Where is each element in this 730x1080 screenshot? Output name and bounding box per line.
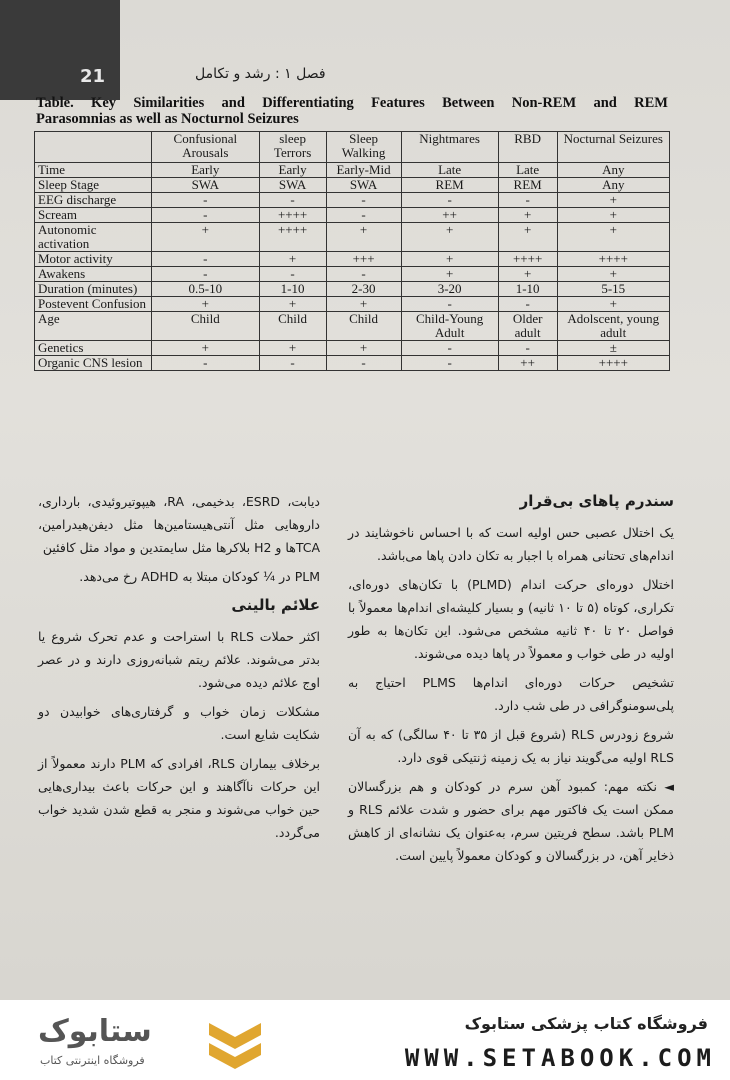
column-header: sleep Terrors [259, 132, 326, 163]
table-cell: - [259, 193, 326, 208]
table-cell: + [557, 267, 669, 282]
table-cell: Early [259, 163, 326, 178]
row-label: Genetics [35, 341, 152, 356]
right-paragraph: شروع زودرس RLS (شروع قبل از ۳۵ تا ۴۰ سالگی) که به آن RLS اولیه می‌گویند نیاز به یک زمینه ژنتیکی قوی دارد. [348, 727, 675, 765]
table-cell: + [401, 267, 498, 282]
table-cell: - [326, 193, 401, 208]
table-cell: Adolscent, young adult [557, 312, 669, 341]
table-cell: - [326, 208, 401, 223]
table-cell: - [259, 356, 326, 371]
logo-wordmark: ستابوک [38, 1014, 152, 1049]
table-row [35, 252, 670, 267]
table-row [35, 341, 670, 356]
table-cell: Child-Young Adult [401, 312, 498, 341]
store-name: فروشگاه کتاب پزشکی ستابوک [464, 1014, 708, 1033]
table-cell: REM [498, 178, 557, 193]
right-paragraph: تشخیص حرکات دوره‌ای اندام‌ها PLMS احتیاج به پلی‌سومنوگرافی در طی شب دارد. [348, 675, 674, 713]
table-cell: + [326, 223, 401, 252]
left-paragraph: دیابت، ESRD، بدخیمی، RA، هیپوتیروئیدی، بارداری، داروهایی مثل آنتی‌هیستامین‌ها مثل دیفن‌هیدرامین، TCAها و H2 بلاکرها مثل سایمتدین و مواد مثل کافئین [38, 494, 320, 555]
table-cell: Any [557, 163, 669, 178]
table-cell: ++++ [259, 208, 326, 223]
table-cell: Child [152, 312, 260, 341]
logo-subtitle: فروشگاه اینترنتی کتاب [40, 1054, 145, 1067]
table-cell: Older adult [498, 312, 557, 341]
column-header: Sleep Walking [326, 132, 401, 163]
table-cell: - [498, 193, 557, 208]
table-cell: + [326, 297, 401, 312]
header-corner-cell [35, 132, 152, 163]
table-cell: ++++ [498, 252, 557, 267]
store-url[interactable]: WWW.SETABOOK.COM [404, 1044, 716, 1072]
left-text-column [38, 490, 320, 850]
table-cell: + [557, 208, 669, 223]
table-header-row [35, 132, 670, 163]
table-cell: - [152, 208, 260, 223]
table-cell: - [401, 356, 498, 371]
table-cell: + [152, 341, 260, 356]
table-cell: Any [557, 178, 669, 193]
table-cell: - [498, 341, 557, 356]
right-paragraph: اختلال دوره‌ای حرکت اندام (PLMD) با تکان‌های دوره‌ای، تکراری، کوتاه (۵ تا ۱۰ ثانیه) و بسیار کلیشه‌ای اندام‌ها معمولاً با فواصل ۲۰ تا ۴۰ ثانیه مشخص می‌شود. این تکان‌ها به طور اولیه در طی خواب و معمولاً در پاها دیده می‌شوند. [348, 577, 674, 661]
table-caption [36, 95, 668, 127]
table-cell: + [326, 341, 401, 356]
important-note: ◄ نکته مهم: کمبود آهن سرم در کودکان و هم بزرگسالان ممکن است یک فاکتور مهم برای حضور و شدت علائم RLS و PLM باشد. سطح فریتین سرم، به‌عنوان یک نشانه‌ای از کاهش ذخایر آهن، در بزرگسالان و کودکان معمولاً پایین است. [348, 779, 674, 863]
page-number: 21 [80, 66, 106, 87]
parasomnia-features-table [34, 131, 670, 371]
table-cell: 3-20 [401, 282, 498, 297]
table-cell: SWA [259, 178, 326, 193]
table-cell: ++ [401, 208, 498, 223]
table-cell: 1-10 [259, 282, 326, 297]
setabook-chevron-logo-icon [205, 1017, 265, 1069]
clinical-signs-heading: علائم بالینی [231, 596, 320, 614]
table-cell: ++ [498, 356, 557, 371]
table-cell: SWA [326, 178, 401, 193]
table-cell: SWA [152, 178, 260, 193]
column-header: Nocturnal Seizures [557, 132, 669, 163]
table-cell: Early-Mid [326, 163, 401, 178]
table-caption-line2: Parasomnias as well as Nocturnol Seizures [36, 111, 299, 127]
row-label: Autonomic activation [35, 223, 152, 252]
row-label: Organic CNS lesion [35, 356, 152, 371]
table-cell: - [326, 267, 401, 282]
table-cell: Early [152, 163, 260, 178]
left-paragraph: مشکلات زمان خواب و گرفتاری‌های خوابیدن دو شکایت شایع است. [38, 704, 320, 742]
right-paragraph: یک اختلال عصبی حس اولیه است که با احساس ناخوشایند در اندام‌های تحتانی همراه با اجبار به تکان دادن پاها می‌باشد. [348, 525, 674, 563]
table-row [35, 193, 670, 208]
table-row [35, 223, 670, 252]
left-paragraph: PLM در ¼ کودکان مبتلا به ADHD رخ می‌دهد. [79, 569, 320, 584]
table-cell: Child [259, 312, 326, 341]
table-cell: - [498, 297, 557, 312]
table-cell: ++++ [557, 356, 669, 371]
table-row [35, 178, 670, 193]
right-text-column [348, 490, 674, 873]
column-header: RBD [498, 132, 557, 163]
table-cell: + [259, 341, 326, 356]
table-cell: 2-30 [326, 282, 401, 297]
table-cell: - [401, 341, 498, 356]
table-row [35, 267, 670, 282]
table-row [35, 282, 670, 297]
row-label: Age [35, 312, 152, 341]
table-cell: + [152, 297, 260, 312]
table-cell: + [557, 193, 669, 208]
table-row [35, 208, 670, 223]
table-cell: + [498, 208, 557, 223]
column-header: Confusional Arousals [152, 132, 260, 163]
table-cell: - [152, 193, 260, 208]
table-caption-line1: Table. Key Similarities and Differentiating Features Between Non-REM and REM [36, 95, 668, 111]
row-label: EEG discharge [35, 193, 152, 208]
table-row [35, 163, 670, 178]
table-cell: + [557, 223, 669, 252]
table-cell: - [152, 356, 260, 371]
row-label: Duration (minutes) [35, 282, 152, 297]
table-cell: - [152, 252, 260, 267]
table-cell: Late [401, 163, 498, 178]
rls-heading: سندرم پاهای بی‌قرار [519, 492, 674, 510]
table-cell: + [259, 297, 326, 312]
table-cell: + [498, 267, 557, 282]
row-label: Time [35, 163, 152, 178]
table-cell: - [401, 193, 498, 208]
left-paragraph: برخلاف بیماران RLS، افرادی که PLM دارند معمولاً از این حرکات ناآگاهند و این حرکات باعث بیداری‌هایی حین خواب می‌شوند و منجر به قطع شدن شدید خواب می‌گردد. [38, 756, 320, 840]
table-cell: Late [498, 163, 557, 178]
chapter-running-head: فصل ۱ : رشد و تکامل [195, 66, 326, 82]
table-cell: REM [401, 178, 498, 193]
table-cell: + [152, 223, 260, 252]
table-cell: + [401, 252, 498, 267]
table-cell: + [498, 223, 557, 252]
table-cell: ++++ [557, 252, 669, 267]
table-cell: +++ [326, 252, 401, 267]
row-label: Scream [35, 208, 152, 223]
row-label: Motor activity [35, 252, 152, 267]
table-cell: Child [326, 312, 401, 341]
row-label: Sleep Stage [35, 178, 152, 193]
table-cell: - [326, 356, 401, 371]
table-cell: 5-15 [557, 282, 669, 297]
table-cell: 0.5-10 [152, 282, 260, 297]
table-cell: + [557, 297, 669, 312]
table-cell: - [152, 267, 260, 282]
table-cell: ++++ [259, 223, 326, 252]
table-row [35, 297, 670, 312]
store-footer-banner [0, 1000, 730, 1080]
table-row [35, 356, 670, 371]
table-cell: ± [557, 341, 669, 356]
left-paragraph: اکثر حملات RLS با استراحت و عدم تحرک شروع یا بدتر می‌شوند. علائم ریتم شبانه‌روزی دارند و در عصر اوج علائم دیده می‌شود. [38, 629, 320, 690]
table-row [35, 312, 670, 341]
table-cell: + [401, 223, 498, 252]
column-header: Nightmares [401, 132, 498, 163]
row-label: Postevent Confusion [35, 297, 152, 312]
table-cell: + [259, 252, 326, 267]
table-cell: - [259, 267, 326, 282]
table-cell: - [401, 297, 498, 312]
row-label: Awakens [35, 267, 152, 282]
table-cell: 1-10 [498, 282, 557, 297]
